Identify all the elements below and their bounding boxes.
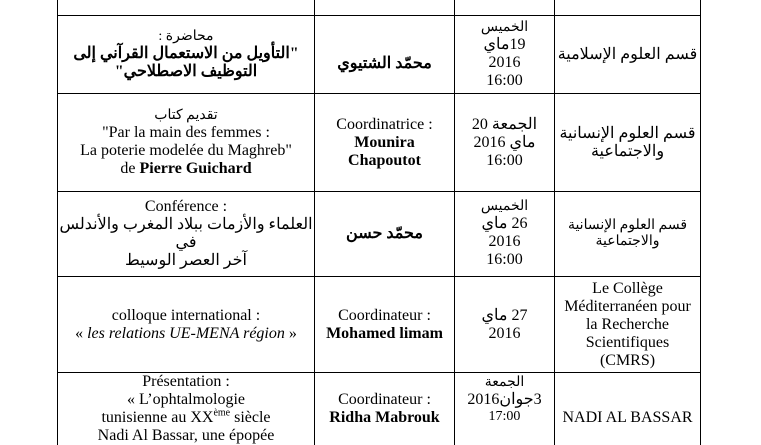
- department-name: NADI AL BASSAR: [562, 409, 693, 426]
- author-prefix: de: [120, 159, 136, 177]
- department-name: والاجتماعية: [590, 142, 665, 160]
- person-cell: [315, 0, 455, 16]
- event-type: Présentation :: [142, 373, 230, 390]
- department-name: (CMRS): [599, 351, 656, 369]
- table-row: [58, 94, 701, 192]
- table-row: [58, 373, 701, 445]
- person-role: Coordinatrice :: [336, 115, 433, 133]
- date-day-month: 26 ماي: [481, 215, 528, 232]
- event-cell: [58, 0, 315, 16]
- department-name: Le Collège: [592, 279, 663, 297]
- date-month-year: ماي 2016: [473, 133, 536, 151]
- event-cell: [58, 192, 315, 277]
- event-title: « L’ophtalmologie: [126, 391, 246, 408]
- person-name: Ridha Mabrouk: [329, 409, 440, 426]
- event-title: tunisienne au XX: [101, 409, 214, 426]
- department-cell: [555, 16, 701, 94]
- table-row: [58, 16, 701, 94]
- person-name: Mounira: [354, 133, 415, 151]
- date-time: 16:00: [486, 251, 523, 268]
- event-title: آخر العصر الوسيط: [125, 252, 247, 269]
- department-cell: [555, 94, 701, 192]
- date-day-month: 3جوان2016: [467, 391, 542, 408]
- events-table: [57, 0, 701, 445]
- open-quote: «: [75, 324, 84, 342]
- date-year: 2016: [488, 324, 521, 342]
- event-title: siècle: [230, 409, 271, 426]
- event-cell: [58, 373, 315, 445]
- person-role: Coordinateur :: [338, 391, 431, 408]
- person-name: Chapoutot: [348, 151, 421, 169]
- date-time: 17:00: [488, 409, 521, 424]
- department-name: قسم العلوم الإنسانية: [559, 124, 696, 142]
- event-type: محاضرة :: [158, 28, 214, 44]
- person-cell: [315, 94, 455, 192]
- close-quote: »: [288, 324, 297, 342]
- event-type: colloque international :: [111, 306, 261, 324]
- date-cell: [455, 16, 555, 94]
- person-cell: [315, 16, 455, 94]
- date-year: 2016: [488, 233, 521, 250]
- event-title: العلماء والأزمات ببلاد المغرب والأندلس في: [59, 216, 313, 251]
- person-name: محمّد الشتيوي: [337, 54, 432, 72]
- department-name: قسم العلوم الإنسانية: [567, 218, 688, 233]
- event-title: "التأويل من الاستعمال القرآني إلى التوظيف الاصطلاحي": [73, 44, 299, 80]
- date-day-month: الجمعة 20: [471, 115, 538, 133]
- department-name: قسم العلوم الإسلامية: [557, 45, 698, 63]
- table-row: [58, 192, 701, 277]
- date-year: 2016: [488, 53, 521, 71]
- event-type: Conférence :: [144, 198, 228, 215]
- event-title: les relations UE-MENA région: [87, 324, 285, 342]
- department-name: والاجتماعية: [595, 234, 660, 249]
- date-time: 16:00: [486, 151, 523, 169]
- event-cell: [58, 94, 315, 192]
- department-name: Scientifiques: [585, 333, 670, 351]
- person-cell: [315, 192, 455, 277]
- date-day-month: 27 ماي: [481, 306, 528, 324]
- book-title-line: "Par la main des femmes :: [102, 123, 270, 141]
- department-name: Méditerranéen pour: [564, 297, 691, 315]
- date-cell: [455, 94, 555, 192]
- date-day-month: 19ماي: [483, 35, 526, 53]
- person-cell: [315, 277, 455, 373]
- superscript: ème: [213, 407, 231, 419]
- event-type: تقديم كتاب: [154, 107, 218, 123]
- table-row: [58, 0, 701, 16]
- person-role: Coordinateur :: [338, 306, 431, 324]
- date-day: الخميس: [480, 19, 529, 35]
- department-cell: [555, 0, 701, 16]
- event-cell: [58, 277, 315, 373]
- date-day: الخميس: [480, 199, 529, 214]
- author-name: Pierre Guichard: [139, 159, 252, 177]
- date-day: الجمعة: [484, 375, 525, 390]
- person-name: محمّد حسن: [346, 225, 423, 242]
- date-cell: [455, 192, 555, 277]
- book-title-line: La poterie modelée du Maghreb": [80, 141, 292, 159]
- department-cell: [555, 277, 701, 373]
- person-name: Mohamed limam: [326, 324, 443, 342]
- date-cell: [455, 277, 555, 373]
- event-cell: [58, 16, 315, 94]
- date-cell: [455, 373, 555, 445]
- table-row: [58, 277, 701, 373]
- department-name: la Recherche: [585, 315, 670, 333]
- department-cell: [555, 373, 701, 445]
- date-cell: [455, 0, 555, 16]
- department-cell: [555, 192, 701, 277]
- date-time: 16:00: [486, 71, 523, 89]
- event-title: Nadi Al Bassar, une épopée: [97, 427, 275, 444]
- person-cell: [315, 373, 455, 445]
